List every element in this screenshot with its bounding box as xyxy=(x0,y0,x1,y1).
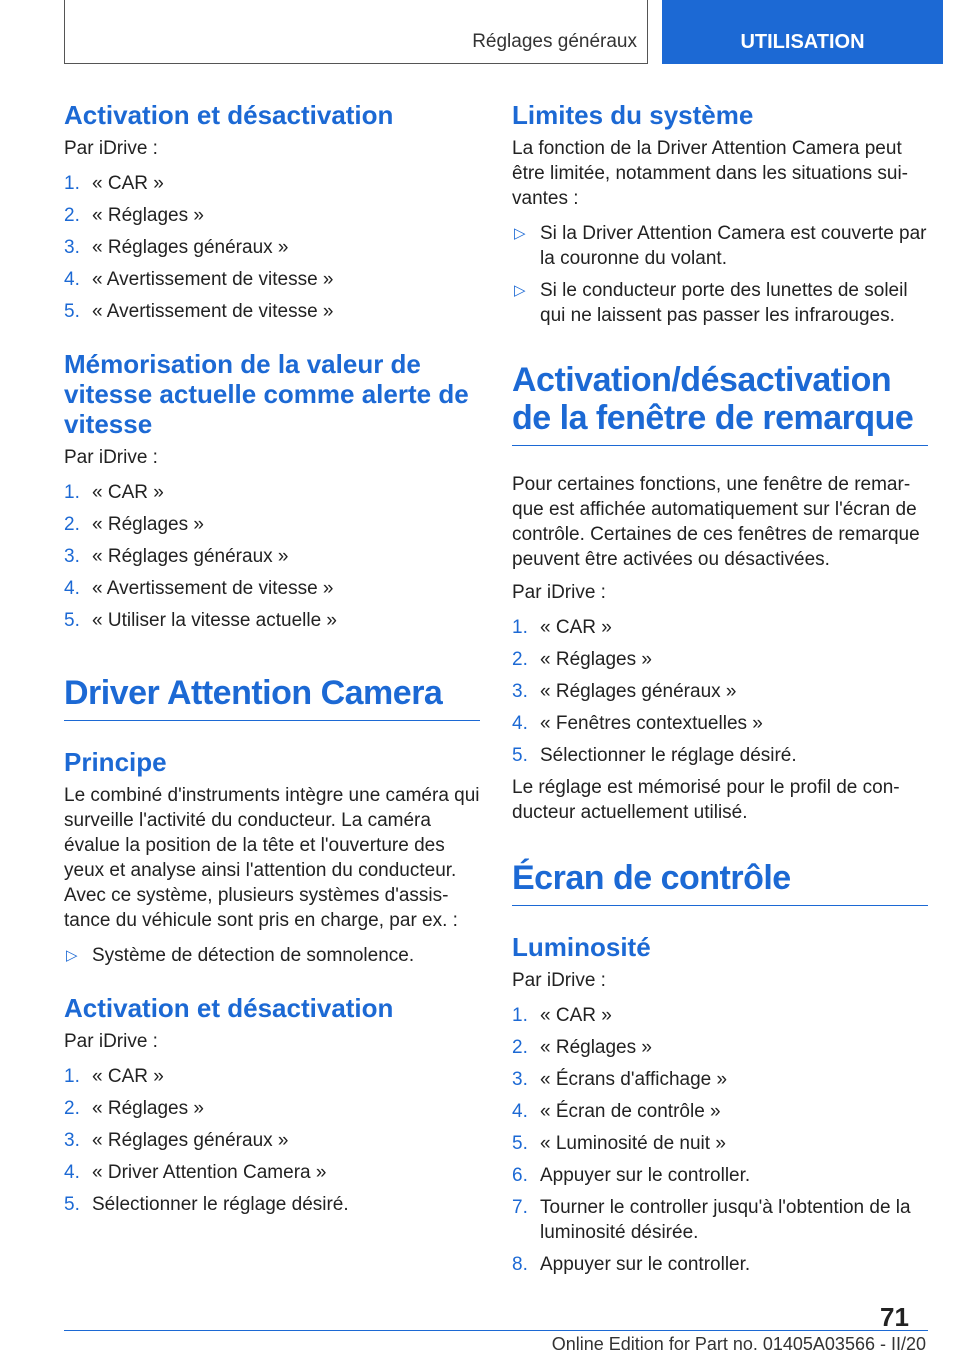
step-item xyxy=(512,743,928,768)
triangle-bullet-icon: ▷ xyxy=(514,282,526,299)
step-item xyxy=(512,1099,928,1124)
step-number: 8. xyxy=(512,1254,528,1275)
step-item xyxy=(512,679,928,704)
step-text: Appuyer sur le controller. xyxy=(540,1165,751,1186)
principe-text: Le combiné d'instruments intègre une caméra qui surveille l'activité du conducteur. La caméra évalue la position de la tête et l'ouverture des yeux et analyse ainsi l'attention du conducteur. Avec ce système, plusieurs systèmes d'assis-tance du véhicule sont pris en charge, par ex. : xyxy=(64,785,480,931)
step-number: 5. xyxy=(512,1133,528,1154)
bullet-list xyxy=(512,221,928,328)
footer-divider xyxy=(64,1330,928,1331)
step-number: 2. xyxy=(64,205,80,226)
step-text: « Réglages » xyxy=(540,1037,652,1058)
step-text: Sélectionner le réglage désiré. xyxy=(540,745,797,766)
step-item xyxy=(512,1163,928,1188)
step-text: « CAR » xyxy=(92,1066,164,1087)
steps-list xyxy=(64,171,480,324)
heading-activation: Activation et désactivation xyxy=(64,100,394,130)
step-text: « Utiliser la vitesse actuelle » xyxy=(92,610,337,631)
step-item xyxy=(512,1035,928,1060)
edition-text: Online Edition for Part no. 01405A03566 - II/20 xyxy=(551,1334,926,1354)
step-text: « Écrans d'affichage » xyxy=(540,1069,728,1090)
step-number: 3. xyxy=(64,237,80,258)
step-text: « Avertissement de vitesse » xyxy=(92,269,334,290)
bullet-list xyxy=(64,943,480,968)
step-item xyxy=(512,711,928,736)
section-title: Réglages généraux xyxy=(472,31,637,52)
step-number: 7. xyxy=(512,1197,528,1218)
chapter-tab: UTILISATION xyxy=(662,0,943,64)
step-item xyxy=(64,1192,480,1217)
step-number: 2. xyxy=(512,649,528,670)
step-number: 1. xyxy=(512,1005,528,1026)
bullet-text: Système de détection de somnolence. xyxy=(92,945,415,966)
left-column xyxy=(64,100,480,1224)
right-column xyxy=(512,100,928,1284)
heading-limites: Limites du système xyxy=(512,100,754,130)
step-number: 4. xyxy=(512,713,528,734)
step-number: 3. xyxy=(64,546,80,567)
heading-activation-camera: Activation et désactivation xyxy=(64,993,394,1023)
step-text: Tourner le controller jusqu'à l'obtention de la luminosité désirée. xyxy=(540,1197,911,1243)
step-item xyxy=(64,608,480,633)
step-text: « Réglages généraux » xyxy=(92,546,289,567)
step-item xyxy=(64,203,480,228)
step-number: 1. xyxy=(64,1066,80,1087)
step-text: « Réglages » xyxy=(540,649,652,670)
step-text: « Avertissement de vitesse » xyxy=(92,301,334,322)
step-text: « CAR » xyxy=(540,1005,612,1026)
step-number: 5. xyxy=(64,610,80,631)
steps-list xyxy=(512,1003,928,1277)
step-text: « CAR » xyxy=(540,617,612,638)
bullet-text: Si la Driver Attention Camera est couverte par la couronne du volant. xyxy=(540,223,927,269)
idrive-intro: Par iDrive : xyxy=(512,970,606,991)
step-number: 1. xyxy=(64,173,80,194)
limites-text: La fonction de la Driver Attention Camera peut être limitée, notamment dans les situations sui-vantes : xyxy=(512,138,909,209)
heading-fenetre-remarque: Activation/désactivation de la fenêtre de remarque xyxy=(512,361,928,446)
steps-list xyxy=(64,1064,480,1217)
step-item xyxy=(64,171,480,196)
step-number: 3. xyxy=(512,1069,528,1090)
heading-driver-attention-camera: Driver Attention Camera xyxy=(64,674,480,721)
step-item xyxy=(64,267,480,292)
heading-luminosite: Luminosité xyxy=(512,932,651,962)
step-number: 3. xyxy=(512,681,528,702)
remarque-text: Pour certaines fonctions, une fenêtre de remar-que est affichée automatiquement sur l'écran de contrôle. Certaines de ces fenêtres de remarque peuvent être activées ou désactivées. xyxy=(512,474,920,570)
step-text: « CAR » xyxy=(92,173,164,194)
step-item xyxy=(64,576,480,601)
step-text: « CAR » xyxy=(92,482,164,503)
step-number: 1. xyxy=(64,482,80,503)
step-number: 4. xyxy=(512,1101,528,1122)
steps-list xyxy=(64,480,480,633)
bullet-text: Si le conducteur porte des lunettes de soleil qui ne laissent pas passer les infrarouges. xyxy=(540,280,908,326)
step-text: « Réglages » xyxy=(92,205,204,226)
step-number: 5. xyxy=(512,745,528,766)
step-number: 2. xyxy=(64,514,80,535)
step-number: 4. xyxy=(64,1162,80,1183)
step-item xyxy=(512,1252,928,1277)
step-text: « Driver Attention Camera » xyxy=(92,1162,327,1183)
step-item xyxy=(512,1067,928,1092)
step-item xyxy=(512,647,928,672)
step-number: 4. xyxy=(64,269,80,290)
step-text: « Avertissement de vitesse » xyxy=(92,578,334,599)
memorise-text: Le réglage est mémorisé pour le profil de con-ducteur actuellement utilisé. xyxy=(512,777,900,823)
step-item xyxy=(512,1131,928,1156)
idrive-intro: Par iDrive : xyxy=(64,1031,158,1052)
steps-list xyxy=(512,615,928,768)
step-number: 5. xyxy=(64,1194,80,1215)
step-text: « Réglages » xyxy=(92,1098,204,1119)
step-text: « Réglages généraux » xyxy=(92,237,289,258)
step-number: 6. xyxy=(512,1165,528,1186)
step-text: « Luminosité de nuit » xyxy=(540,1133,726,1154)
bullet-item xyxy=(64,943,480,968)
step-item xyxy=(64,512,480,537)
step-item xyxy=(64,480,480,505)
step-item xyxy=(64,1128,480,1153)
page-number: 71 xyxy=(880,1302,909,1332)
heading-principe: Principe xyxy=(64,747,167,777)
idrive-intro: Par iDrive : xyxy=(512,582,606,603)
step-item xyxy=(64,235,480,260)
heading-ecran-controle: Écran de contrôle xyxy=(512,859,928,906)
step-text: « Réglages » xyxy=(92,514,204,535)
step-text: « Réglages généraux » xyxy=(92,1130,289,1151)
step-item xyxy=(64,1160,480,1185)
step-number: 3. xyxy=(64,1130,80,1151)
step-item xyxy=(64,544,480,569)
heading-memorisation: Mémorisation de la valeur de vitesse actuelle comme alerte de vitesse xyxy=(64,349,469,439)
triangle-bullet-icon: ▷ xyxy=(514,225,526,242)
step-item xyxy=(64,1096,480,1121)
step-text: « Écran de contrôle » xyxy=(540,1101,721,1122)
triangle-bullet-icon: ▷ xyxy=(66,947,78,964)
step-item xyxy=(512,615,928,640)
step-item xyxy=(64,299,480,324)
idrive-intro: Par iDrive : xyxy=(64,447,158,468)
step-item xyxy=(512,1003,928,1028)
step-number: 2. xyxy=(64,1098,80,1119)
step-number: 5. xyxy=(64,301,80,322)
step-number: 2. xyxy=(512,1037,528,1058)
idrive-intro: Par iDrive : xyxy=(64,138,158,159)
step-item xyxy=(64,1064,480,1089)
step-number: 1. xyxy=(512,617,528,638)
step-item xyxy=(512,1195,928,1245)
step-number: 4. xyxy=(64,578,80,599)
header-section-box xyxy=(64,0,648,64)
step-text: « Fenêtres contextuelles » xyxy=(540,713,763,734)
step-text: Sélectionner le réglage désiré. xyxy=(92,1194,349,1215)
step-text: Appuyer sur le controller. xyxy=(540,1254,751,1275)
bullet-item xyxy=(512,221,928,271)
step-text: « Réglages généraux » xyxy=(540,681,737,702)
bullet-item xyxy=(512,278,928,328)
